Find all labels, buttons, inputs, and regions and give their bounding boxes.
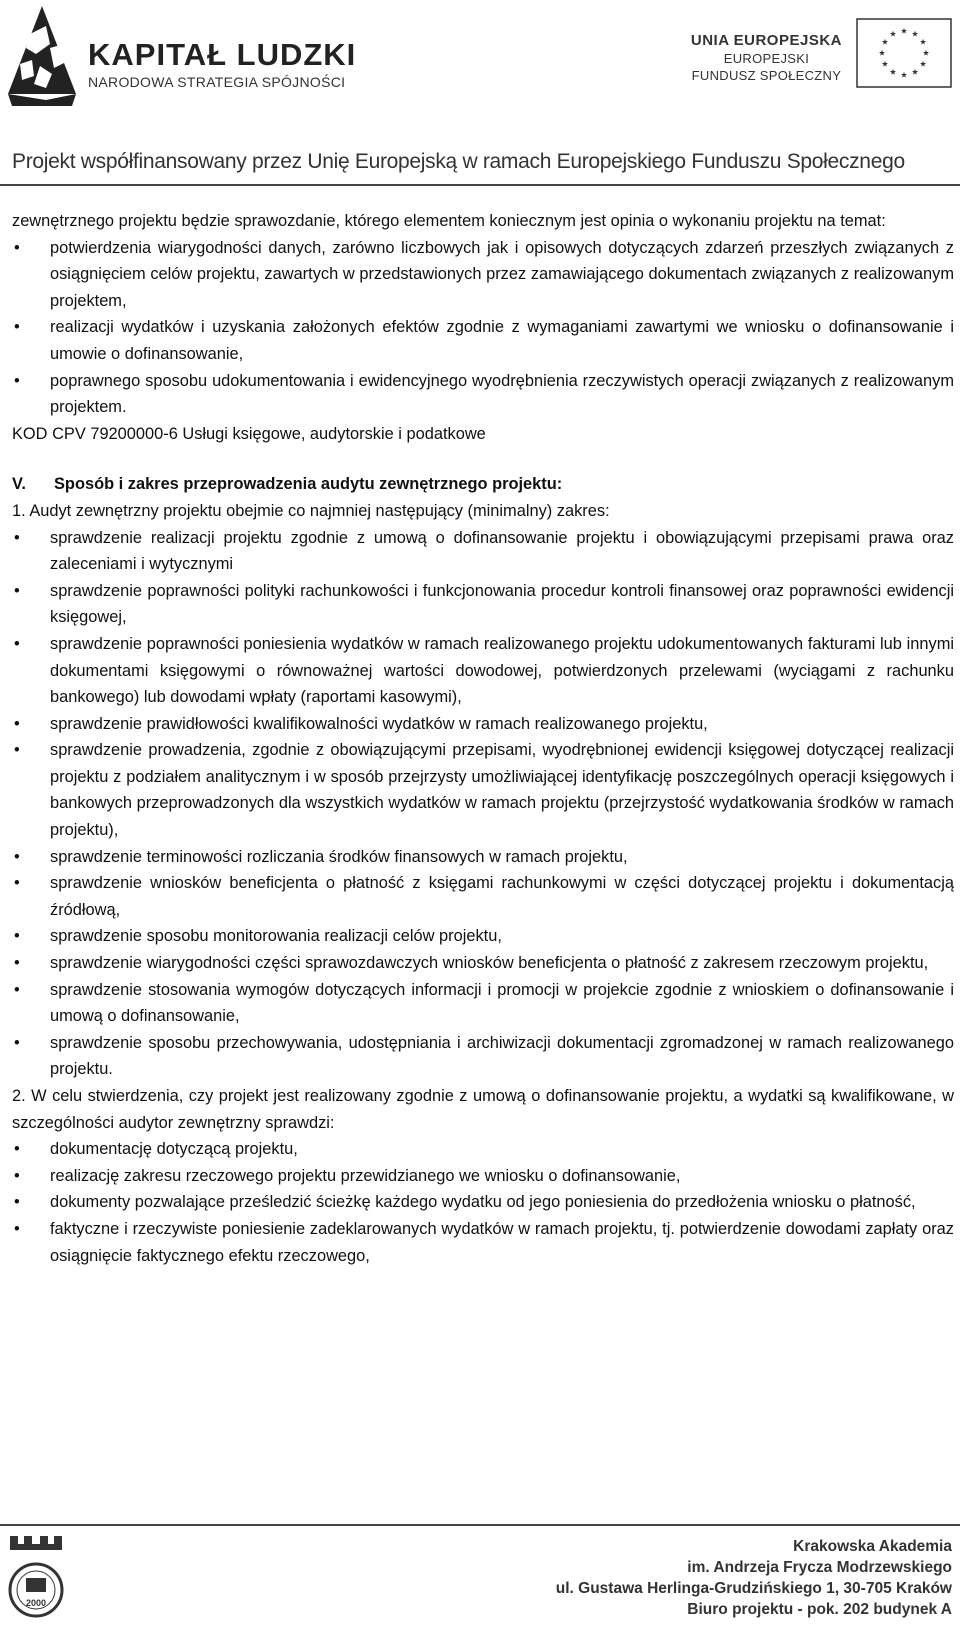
footer-line4: Biuro projektu - pok. 202 budynek A (687, 1601, 952, 1618)
bullet-icon: • (14, 1219, 20, 1238)
document-body (12, 208, 954, 1269)
academy-seal-icon (6, 1532, 66, 1626)
list-item: • sprawdzenie terminowości rozliczania środków finansowych w ramach projektu, (12, 844, 954, 871)
kapital-ludzki-wordmark (88, 38, 356, 90)
bullet-icon: • (14, 1140, 20, 1159)
bullet-icon: • (14, 581, 20, 600)
bullet-icon: • (14, 238, 20, 257)
list-item: • dokumenty pozwalające prześledzić ścieżkę każdego wydatku od jego poniesienia do przedłożenia wniosku o płatność, (12, 1189, 954, 1216)
list-item: • realizację zakresu rzeczowego projektu przewidzianego we wniosku o dofinansowanie, (12, 1163, 954, 1190)
bullet-icon: • (14, 741, 20, 760)
header-divider (0, 184, 960, 186)
footer-line3: ul. Gustawa Herlinga-Grudzińskiego 1, 30-705 Kraków (555, 1580, 952, 1597)
list-item: • sprawdzenie wniosków beneficjenta o płatność z księgami rachunkowymi w części dotyczącej projektu i dokumentacją źródłową, (12, 870, 954, 923)
bullet-icon: • (14, 714, 20, 733)
page-header (0, 0, 960, 186)
point-2: 2. W celu stwierdzenia, czy projekt jest realizowany zgodnie z umową o dofinansowanie projektu, a wydatki są kwalifikowane, w szczególności audytor zewnętrzny sprawdzi: (12, 1087, 954, 1132)
bullet-icon: • (14, 528, 20, 547)
cpv-code: KOD CPV 79200000-6 Usługi księgowe, audytorskie i podatkowe (12, 424, 486, 443)
list-item: • dokumentację dotyczącą projektu, (12, 1136, 954, 1163)
bullet-icon: • (14, 1033, 20, 1052)
footer-address (556, 1536, 952, 1620)
section-number: V. (12, 475, 26, 494)
bullet-icon: • (14, 954, 20, 973)
list-item: • sprawdzenie poprawności polityki rachunkowości i funkcjonowania procedur kontroli finansowej oraz poprawności ewidencji księgowej, (12, 578, 954, 631)
intro-bullet-list (12, 235, 954, 421)
list-item: • faktyczne i rzeczywiste poniesienie zadeklarowanych wydatków w ramach projektu, tj. potwierdzenie dowodami zapłaty oraz osiągnięcie faktycznego efektu rzeczowego, (12, 1216, 954, 1269)
list-item: • sprawdzenie wiarygodności części sprawozdawczych wniosków beneficjenta o płatność z zakresem rzeczowym projektu, (12, 950, 954, 977)
bullet-icon: • (14, 1166, 20, 1185)
bullet-icon: • (14, 318, 20, 337)
eu-flag-icon (856, 18, 952, 88)
list-item: • sprawdzenie stosowania wymogów dotyczących informacji i promocji w projekcie zgodnie z wnioskiem o dofinansowanie i umową o dofinansowanie, (12, 977, 954, 1030)
list-item: • sprawdzenie poprawności poniesienia wydatków w ramach realizowanego projektu udokumentowanych fakturami lub innymi dokumentami księgowymi o równoważnej wartości dowodowej, potwierdzonych przelewami (wyciągami z rachunku bankowego) lub dowodami wpłaty (raportami kasowymi), (12, 631, 954, 711)
list-item: • sprawdzenie prowadzenia, zgodnie z obowiązującymi przepisami, wyodrębnionej ewidencji księgowej dotyczącej realizacji projektu z podziałem analitycznym i w sposób przejrzysty umożliwiającej identyfikację poszczególnych operacji księgowych i bankowych przeprowadzonych dla wszystkich wydatków w ramach projektu (przejrzystość wydatkowania środków w ramach projektu), (12, 737, 954, 843)
ue-line1: UNIA EUROPEJSKA (690, 32, 842, 49)
section-title: Sposób i zakres przeprowadzenia audytu zewnętrznego projektu: (54, 475, 563, 494)
bullet-icon: • (14, 371, 20, 390)
footer-divider (0, 1524, 960, 1526)
ue-wordmark (691, 32, 842, 84)
section-heading (12, 471, 954, 498)
list-item: • sprawdzenie realizacji projektu zgodnie z umową o dofinansowanie projektu i obowiązującymi przepisami prawa oraz zaleceniami i wytycznymi (12, 525, 954, 578)
seal-year: 2000 (25, 1598, 47, 1608)
footer-line1: Krakowska Akademia (793, 1538, 952, 1555)
ue-line2: EUROPEJSKI (723, 51, 810, 66)
list-item: • sprawdzenie prawidłowości kwalifikowalności wydatków w ramach realizowanego projektu, (12, 711, 954, 738)
project-cofinancing-line: Projekt współfinansowany przez Unię Europejską w ramach Europejskiego Funduszu Społecznego (12, 150, 905, 173)
intro-paragraph: zewnętrznego projektu będzie sprawozdanie, którego elementem koniecznym jest opinia o wykonaniu projektu na temat: (12, 212, 886, 230)
point1-bullet-list (12, 525, 954, 1083)
list-item: • sprawdzenie sposobu przechowywania, udostępniania i archiwizacji dokumentacji zgromadzonej w ramach realizowanego projektu. (12, 1030, 954, 1083)
bullet-icon: • (14, 1193, 20, 1212)
kl-subtitle: NARODOWA STRATEGIA SPÓJNOŚCI (88, 74, 346, 90)
list-item: • sprawdzenie sposobu monitorowania realizacji celów projektu, (12, 923, 954, 950)
bullet-icon: • (14, 847, 20, 866)
bullet-icon: • (14, 980, 20, 999)
list-item: • poprawnego sposobu udokumentowania i ewidencyjnego wyodrębnienia rzeczywistych operacji związanych z realizowanym projektem. (12, 368, 954, 421)
list-item: • realizacji wydatków i uzyskania założonych efektów zgodnie z wymaganiami zawartymi we wniosku o dofinansowanie i umowie o dofinansowanie, (12, 314, 954, 367)
ue-line3: FUNDUSZ SPOŁECZNY (691, 68, 842, 83)
bullet-icon: • (14, 874, 20, 893)
kl-title: KAPITAŁ LUDZKI (88, 37, 357, 72)
point2-bullet-list (12, 1136, 954, 1269)
bullet-icon: • (14, 634, 20, 653)
kapital-ludzki-logo-icon (6, 4, 78, 108)
bullet-icon: • (14, 927, 20, 946)
list-item: • potwierdzenia wiarygodności danych, zarówno liczbowych jak i opisowych dotyczących zdarzeń przeszłych związanych z osiągnięciem celów projektu, zawartych w przedstawionych przez zamawiającego dokumentach związanych z realizowanym projektem, (12, 235, 954, 315)
point-1: 1. Audyt zewnętrzny projektu obejmie co najmniej następujący (minimalny) zakres: (12, 501, 610, 520)
footer-line2: im. Andrzeja Frycza Modrzewskiego (687, 1559, 952, 1576)
